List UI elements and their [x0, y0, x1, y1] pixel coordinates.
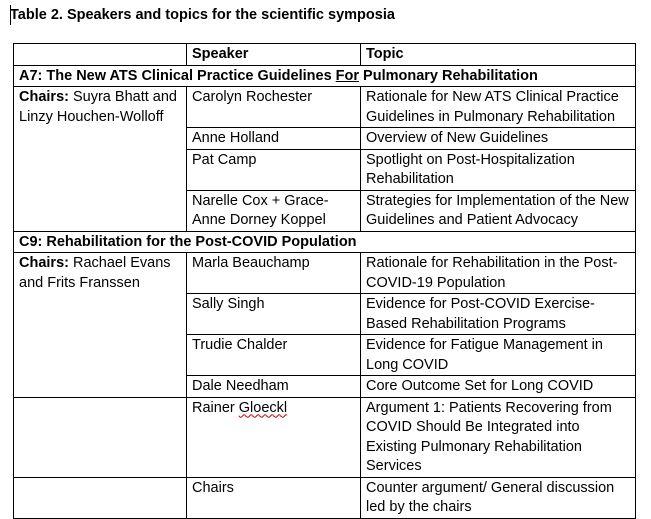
symposia-table — [13, 43, 636, 519]
chairs-names: Suyra Bhatt and Linzy Houchen-Wolloff — [19, 89, 177, 125]
speaker-cell: Carolyn Rochester — [187, 87, 361, 128]
speaker-cell: Pat Camp — [187, 149, 361, 190]
section-title-a7-end: Pulmonary Rehabilitation — [359, 67, 538, 84]
speaker-cell — [187, 397, 361, 477]
header-empty-cell — [14, 44, 187, 66]
header-row — [14, 44, 636, 66]
speaker-cell: Marla Beauchamp — [187, 253, 361, 294]
chairs-label: Chairs: — [19, 89, 69, 105]
table-row — [14, 477, 636, 518]
table-row — [14, 87, 636, 128]
speaker-cell: Chairs — [187, 477, 361, 518]
topic-cell: Core Outcome Set for Long COVID — [361, 376, 636, 398]
topic-cell: Counter argument/ General discussion led by the chairs — [361, 477, 636, 518]
topic-cell: Argument 1: Patients Recovering from COVID Should Be Integrated into Existing Pulmonary Rehabilitation Services — [361, 397, 636, 477]
section-title-row — [14, 231, 636, 253]
section-title-row — [14, 65, 636, 87]
topic-cell: Spotlight on Post-Hospitalization Rehabilitation — [361, 149, 636, 190]
section-title-a7-underlined: For — [335, 67, 360, 84]
chairs-cell-a7 — [14, 87, 187, 232]
section-title-a7-start: A7: The New ATS Clinical Practice Guidelines — [19, 67, 336, 84]
speaker-first-name: Rainer — [192, 399, 239, 416]
speaker-cell: Anne Holland — [187, 128, 361, 150]
topic-cell: Strategies for Implementation of the New Guidelines and Patient Advocacy — [361, 190, 636, 231]
table-row — [14, 397, 636, 477]
speaker-cell: Dale Needham — [187, 376, 361, 398]
header-speaker: Speaker — [187, 44, 361, 66]
chairs-cell-c9 — [14, 253, 187, 398]
header-topic: Topic — [361, 44, 636, 66]
topic-cell: Evidence for Post-COVID Exercise-Based Rehabilitation Programs — [361, 294, 636, 335]
topic-cell: Overview of New Guidelines — [361, 128, 636, 150]
speaker-cell: Trudie Chalder — [187, 335, 361, 376]
table-row — [14, 253, 636, 294]
empty-chairs-cell — [14, 477, 187, 518]
chairs-names: Rachael Evans and Frits Franssen — [19, 255, 171, 291]
speaker-last-name-spellcheck: Gloeckl — [238, 399, 288, 416]
topic-cell: Evidence for Fatigue Management in Long COVID — [361, 335, 636, 376]
chairs-label: Chairs: — [19, 255, 69, 271]
topic-cell: Rationale for New ATS Clinical Practice Guidelines in Pulmonary Rehabilitation — [361, 87, 636, 128]
speaker-cell: Sally Singh — [187, 294, 361, 335]
topic-cell: Rationale for Rehabilitation in the Post-COVID-19 Population — [361, 253, 636, 294]
empty-chairs-cell — [14, 397, 187, 477]
section-title-a7 — [14, 65, 636, 87]
table-caption: Table 2. Speakers and topics for the scientific symposia — [10, 7, 395, 23]
speaker-cell: Narelle Cox + Grace-Anne Dorney Koppel — [187, 190, 361, 231]
section-title-c9: C9: Rehabilitation for the Post-COVID Population — [14, 231, 636, 253]
